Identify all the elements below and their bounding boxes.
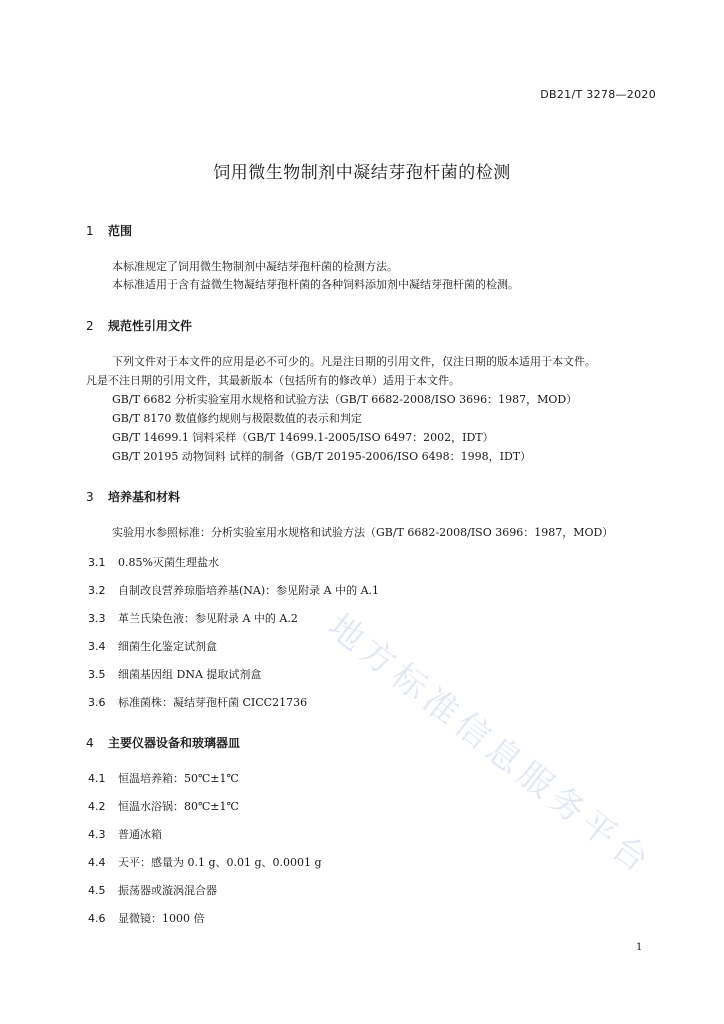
item-text: 自制改良营养琼脂培养基(NA)：参见附录 A 中的 A.1 bbox=[118, 584, 380, 597]
page-number: 1 bbox=[636, 942, 643, 953]
section-number: 4 bbox=[86, 736, 94, 750]
media-item bbox=[88, 582, 379, 598]
standard-code: DB21/T 3278—2020 bbox=[540, 88, 656, 101]
item-text: 标准菌株：凝结芽孢杆菌 CICC21736 bbox=[118, 696, 308, 709]
reference-item: GB/T 8170 数值修约规则与极限数值的表示和判定 bbox=[112, 412, 362, 425]
section-heading-scope bbox=[86, 222, 132, 239]
section-heading-equipment bbox=[86, 734, 240, 751]
item-text: 0.85%灭菌生理盐水 bbox=[118, 556, 219, 569]
section-number: 3 bbox=[86, 490, 94, 504]
item-number: 3.5 bbox=[88, 668, 106, 681]
item-number: 4.1 bbox=[88, 772, 106, 785]
item-text: 细菌生化鉴定试剂盒 bbox=[118, 640, 217, 653]
references-intro-line-2: 凡是不注日期的引用文件，其最新版本（包括所有的修改单）适用于本文件。 bbox=[86, 374, 460, 387]
scope-paragraph-1: 本标准规定了饲用微生物制剂中凝结芽孢杆菌的检测方法。 bbox=[112, 260, 398, 273]
reference-item: GB/T 20195 动物饲料 试样的制备（GB/T 20195-2006/ISO 6498：1998，IDT） bbox=[112, 450, 532, 463]
equipment-item bbox=[88, 854, 322, 870]
item-number: 4.6 bbox=[88, 912, 106, 925]
scope-paragraph-2: 本标准适用于含有益微生物凝结芽孢杆菌的各种饲料添加剂中凝结芽孢杆菌的检测。 bbox=[112, 278, 519, 291]
item-text: 革兰氏染色液：参见附录 A 中的 A.2 bbox=[118, 612, 298, 625]
equipment-item bbox=[88, 910, 205, 926]
reference-item: GB/T 6682 分析实验室用水规格和试验方法（GB/T 6682-2008/ISO 3696：1987，MOD） bbox=[112, 393, 578, 406]
section-title: 范围 bbox=[108, 224, 133, 238]
item-text: 普通冰箱 bbox=[118, 828, 162, 841]
item-text: 恒温水浴锅：80℃±1℃ bbox=[118, 800, 239, 813]
media-item bbox=[88, 638, 217, 654]
item-number: 4.2 bbox=[88, 800, 106, 813]
equipment-item bbox=[88, 798, 239, 814]
media-item bbox=[88, 554, 219, 570]
item-number: 3.4 bbox=[88, 640, 106, 653]
item-number: 4.5 bbox=[88, 884, 106, 897]
item-number: 4.4 bbox=[88, 856, 106, 869]
equipment-item bbox=[88, 770, 239, 786]
item-text: 振荡器或漩涡混合器 bbox=[118, 884, 217, 897]
section-title: 培养基和材料 bbox=[108, 490, 181, 504]
item-number: 3.2 bbox=[88, 584, 106, 597]
item-number: 4.3 bbox=[88, 828, 106, 841]
equipment-item bbox=[88, 882, 217, 898]
section-title: 规范性引用文件 bbox=[108, 319, 193, 333]
references-intro-line-1: 下列文件对于本文件的应用是必不可少的。凡是注日期的引用文件，仅注日期的版本适用于本文件。 bbox=[112, 355, 596, 368]
item-number: 3.1 bbox=[88, 556, 106, 569]
media-item bbox=[88, 694, 307, 710]
section-number: 2 bbox=[86, 319, 94, 333]
section-heading-references bbox=[86, 317, 192, 334]
media-item bbox=[88, 666, 261, 682]
item-text: 恒温培养箱：50℃±1℃ bbox=[118, 772, 239, 785]
item-text: 天平：感量为 0.1 g、0.01 g、0.0001 g bbox=[118, 856, 322, 869]
document-title: 饲用微生物制剂中凝结芽孢杆菌的检测 bbox=[213, 163, 511, 183]
section-title: 主要仪器设备和玻璃器皿 bbox=[108, 736, 241, 750]
media-intro: 实验用水参照标准：分析实验室用水规格和试验方法（GB/T 6682-2008/ISO 3696：1987，MOD） bbox=[112, 526, 614, 539]
item-text: 细菌基因组 DNA 提取试剂盒 bbox=[118, 668, 262, 681]
item-number: 3.3 bbox=[88, 612, 106, 625]
item-number: 3.6 bbox=[88, 696, 106, 709]
watermark: 地方标准信息服务平台 bbox=[320, 606, 661, 885]
section-number: 1 bbox=[86, 224, 94, 238]
reference-item: GB/T 14699.1 饲料采样（GB/T 14699.1-2005/ISO 6497：2002，IDT） bbox=[112, 431, 494, 444]
media-item bbox=[88, 610, 298, 626]
section-heading-media bbox=[86, 488, 180, 505]
item-text: 显微镜：1000 倍 bbox=[118, 912, 205, 925]
equipment-item bbox=[88, 826, 162, 842]
